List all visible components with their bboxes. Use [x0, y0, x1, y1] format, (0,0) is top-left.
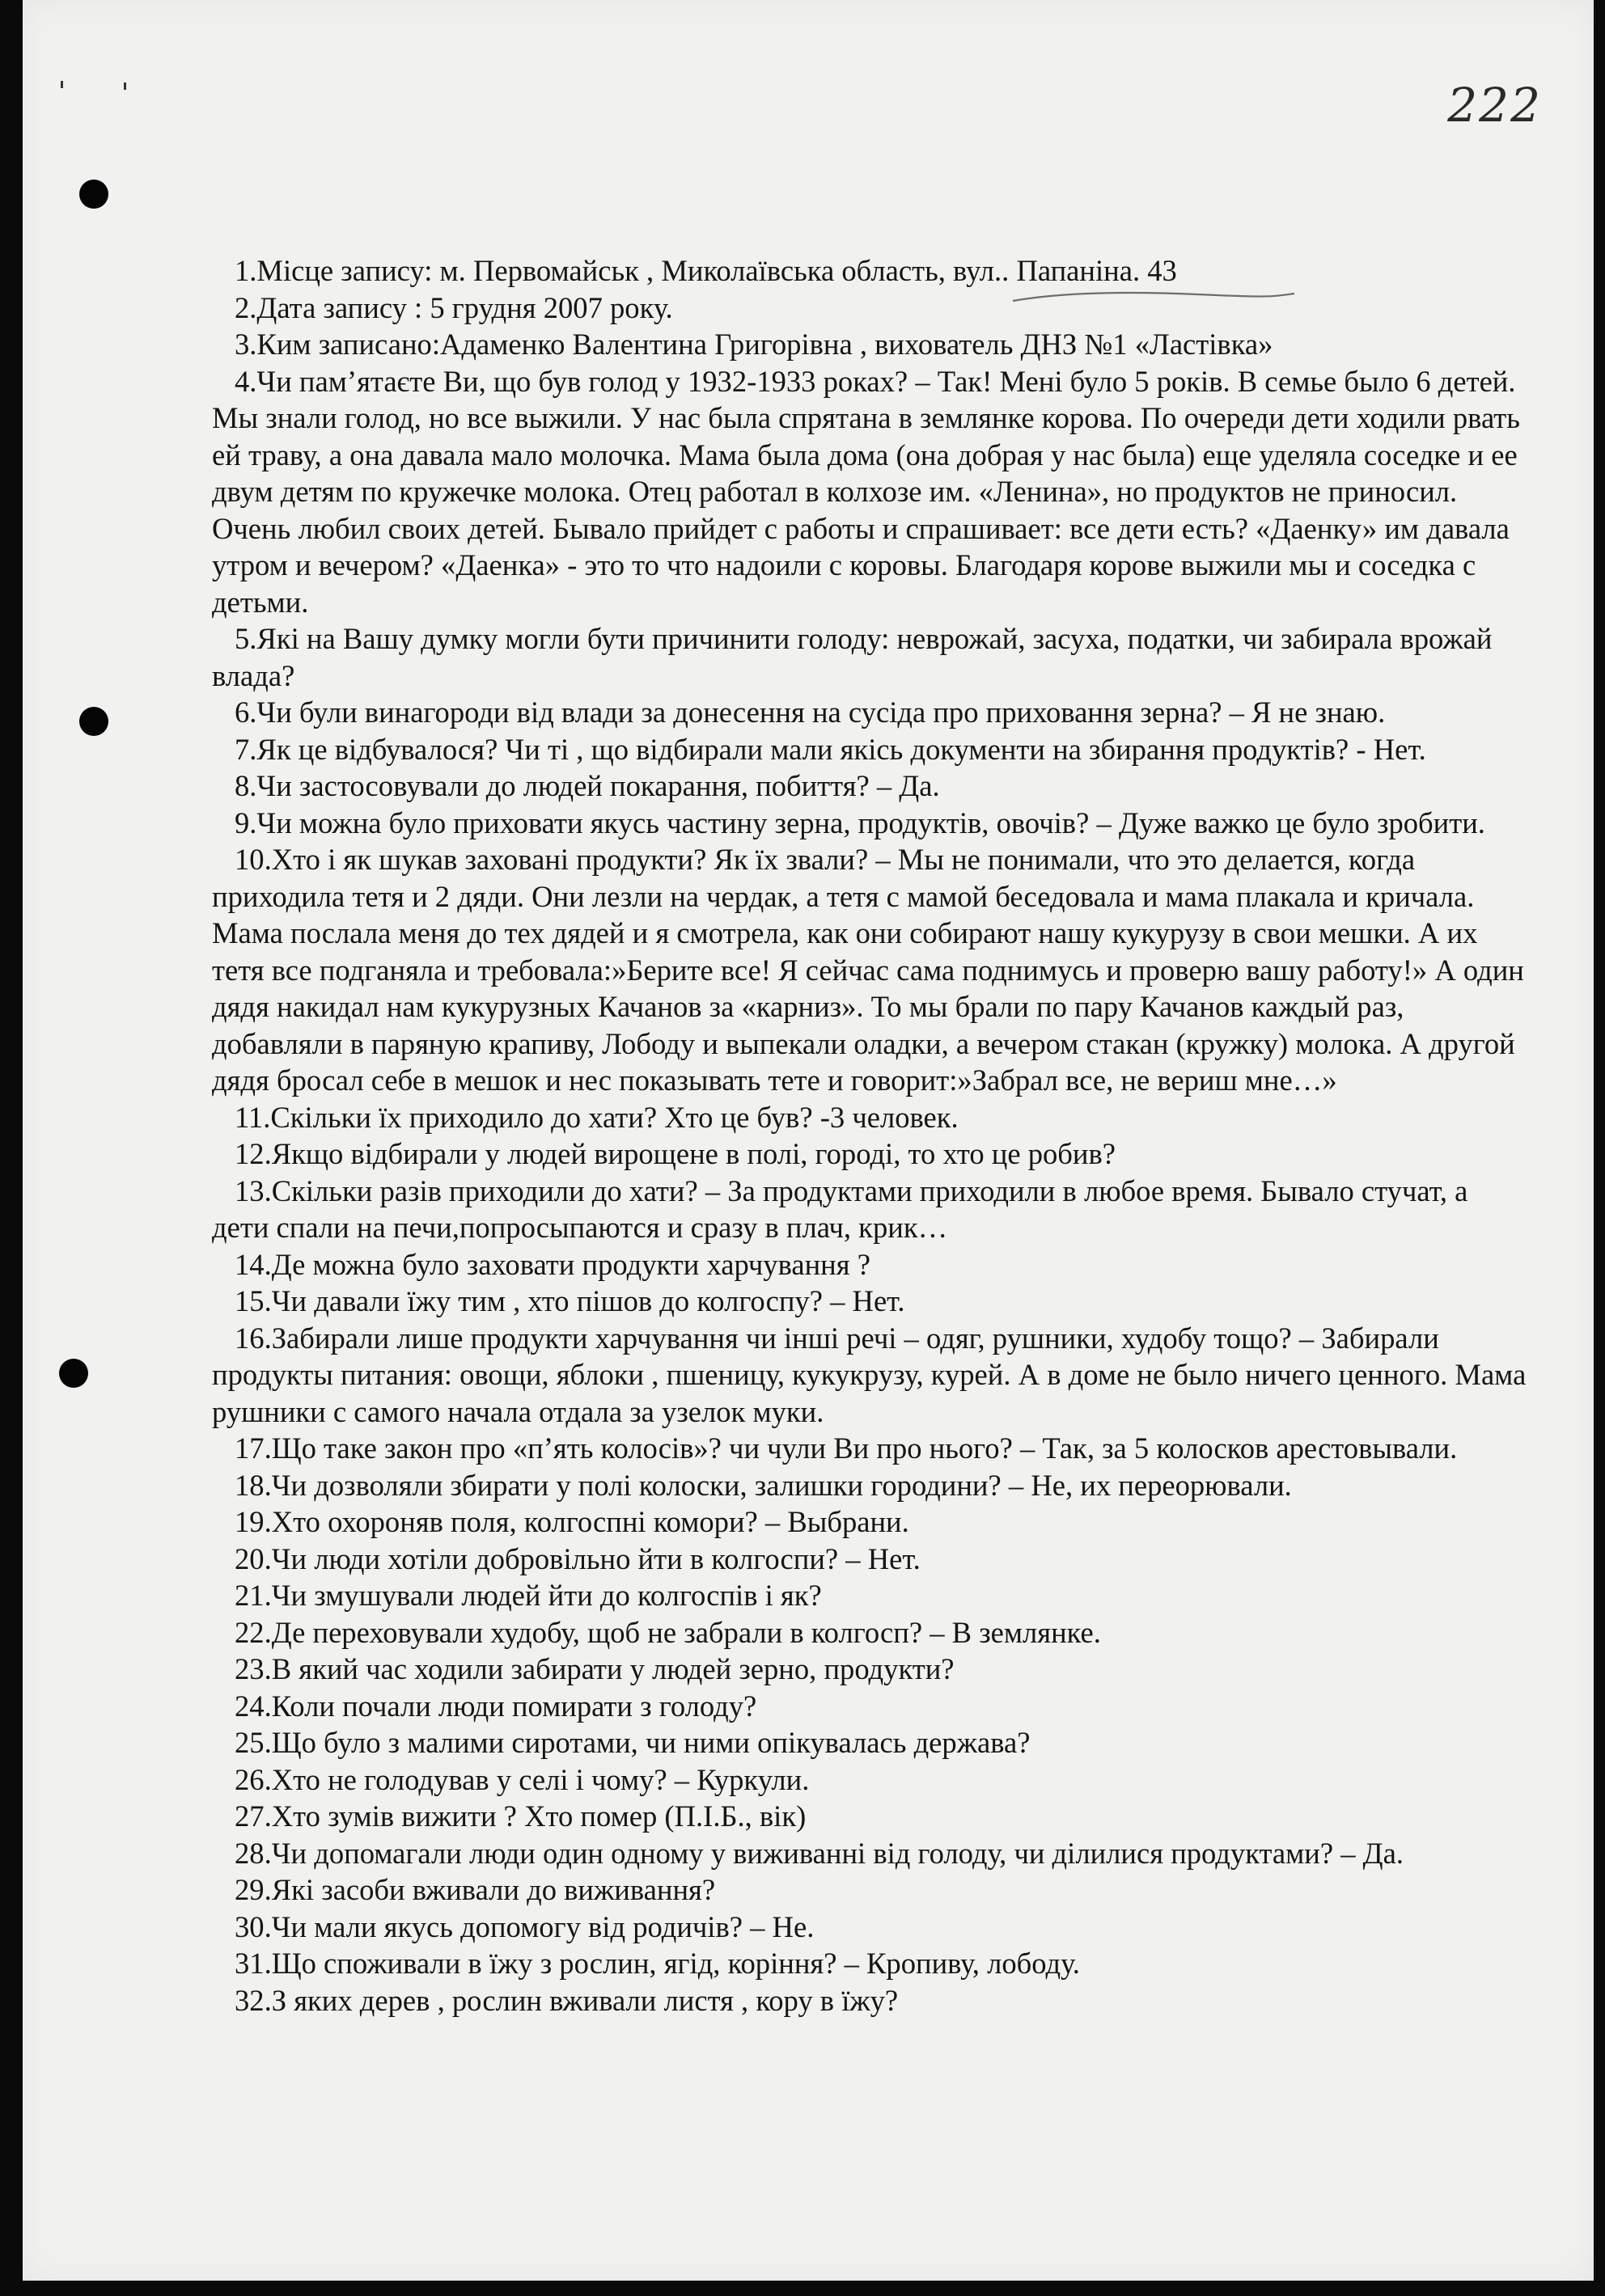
question-item: 3.Ким записано:Адаменко Валентина Григорівна , вихователь ДНЗ №1 «Ластівка» — [235, 328, 1273, 361]
question-item: 14.Де можна було заховати продукти харчування ? — [235, 1247, 870, 1281]
scan-mark — [124, 82, 126, 90]
question-item: 15.Чи давали їжу тим , хто пішов до колгоспу? – Нет. — [235, 1284, 905, 1317]
question-item: 10.Хто і як шукав заховані продукти? Як їх звали? – Мы не понимали, что это делается, когда приходила тетя и 2 дяди. Они лезли на чердак, а тетя с мамой беседовала и мама плакала и кричала. Мама послала меня до тех дядей и я смотрела, как они собирают нашу кукурузу в свои мешки. А их тетя все подганяла и требовала:»Берите все! Я сейчас сама поднимусь и проверю вашу работу!» А один дядя накидал нам кукурузных Качанов за «карниз». То мы брали по пару Качанов каждый раз, добавляли в паряную крапиву, Лободу и выпекали оладки, а вечером стакан (кружку) молока. А другой дядя бросал себе в мешок и нес показывать тете и говорит:»Забрал все, не вериш мне…» — [212, 843, 1524, 1097]
question-item: 6.Чи були винагороди від влади за донесення на сусіда про приховання зерна? – Я не знаю. — [235, 696, 1386, 729]
question-item: 20.Чи люди хотіли добровільно йти в колгоспи? – Нет. — [235, 1541, 921, 1575]
question-item: 27.Хто зумів вижити ? Хто помер (П.І.Б., вік) — [235, 1799, 807, 1833]
question-item: 24.Коли почали люди помирати з голоду? — [235, 1689, 757, 1723]
question-item: 31.Що споживали в їжу з рослин, ягід, коріння? – Кропиву, лободу. — [235, 1947, 1080, 1980]
question-item: 7.Як це відбувалося? Чи ті , що відбирали мали якісь документи на збирання продуктів? - Нет. — [235, 732, 1426, 766]
punch-hole-bottom — [59, 1359, 88, 1388]
punch-hole-top — [79, 180, 108, 209]
question-item: 16.Забирали лише продукти харчування чи інші речі – одяг, рушники, худобу тощо? – Забирали продукты питания: овощи, яблоки , пшеницу, кукукрузу, курей. А в доме не было ничего ценного. Мама рушники с самого начала отдала за узелок муки. — [212, 1321, 1527, 1428]
question-item: 12.Якщо відбирали у людей вирощене в полі, городі, то хто це робив? — [235, 1137, 1116, 1170]
page-number: 222 — [1447, 78, 1542, 133]
question-item: 5.Які на Вашу думку могли бути причинити голоду: неврожай, засуха, податки, чи забирала врожай влада? — [212, 622, 1493, 692]
question-item: 13.Скільки разів приходили до хати? – За продуктами приходили в любое время. Бывало стучат, а дети спали на печи,попросыпаются и сразу в плач, крик… — [212, 1173, 1468, 1244]
scan-mark — [61, 81, 63, 88]
question-item: 17.Що таке закон про «п’ять колосів»? чи чули Ви про нього? – Так, за 5 колосков арестовывали. — [235, 1431, 1458, 1465]
question-item: 26.Хто не голодував у селі і чому? – Куркули. — [235, 1762, 810, 1796]
document-page — [23, 0, 1594, 2281]
question-item: 8.Чи застосовували до людей покарання, побиття? – Да. — [235, 769, 940, 802]
question-item: 1.Місце запису: м. Первомайськ , Миколаївська область, вул.. Папаніна. 43 — [235, 254, 1177, 287]
question-item: 21.Чи змушували людей йти до колгоспів і як? — [235, 1579, 822, 1612]
question-item: 30.Чи мали якусь допомогу від родичів? – Не. — [235, 1909, 815, 1943]
questionnaire-text — [212, 252, 1529, 2019]
question-item: 19.Хто охороняв поля, колгоспні комори? – Выбрани. — [235, 1505, 909, 1538]
question-item: 29.Які засоби вживали до виживання? — [235, 1873, 716, 1906]
punch-hole-middle — [79, 707, 108, 736]
question-item: 2.Дата запису : 5 грудня 2007 року. — [235, 290, 673, 324]
question-item: 32.З яких дерев , рослин вживали листя , кору в їжу? — [235, 1983, 899, 2017]
question-item: 25.Що було з малими сиротами, чи ними опікувалась держава? — [235, 1726, 1031, 1759]
question-item: 22.Де переховували худобу, щоб не забрали в колгосп? – В землянке. — [235, 1615, 1101, 1649]
question-item: 11.Скільки їх приходило до хати? Хто це був? -3 человек. — [235, 1100, 959, 1134]
question-item: 4.Чи пам’ятаєте Ви, що був голод у 1932-1933 роках? – Так! Мені було 5 років. В семье было 6 детей. Мы знали голод, но все выжили. У нас была спрятана в землянке корова. По очереди дети ходили рвать ей траву, а она давала мало молочка. Мама была дома (она добрая у нас была) еще уделяла соседке и ее двум детям по кружечке молока. Отец работал в колхозе им. «Ленина», но продуктов не приносил. Очень любил своих детей. Бывало прийдет с работы и спрашивает: все дети есть? «Даенку» им давала утром и вечером? «Даенка» - это то что надоили с коровы. Благодаря корове выжили мы и соседка с детьми. — [212, 364, 1520, 619]
question-item: 28.Чи допомагали люди один одному у виживанні від голоду, чи ділилися продуктами? – Да. — [235, 1836, 1404, 1870]
question-item: 23.В який час ходили забирати у людей зерно, продукти? — [235, 1652, 955, 1685]
question-item: 9.Чи можна було приховати якусь частину зерна, продуктів, овочів? – Дуже важко це було зробити. — [235, 806, 1485, 839]
question-item: 18.Чи дозволяли збирати у полі колоски, залишки городини? – Не, их переорювали. — [235, 1468, 1292, 1502]
